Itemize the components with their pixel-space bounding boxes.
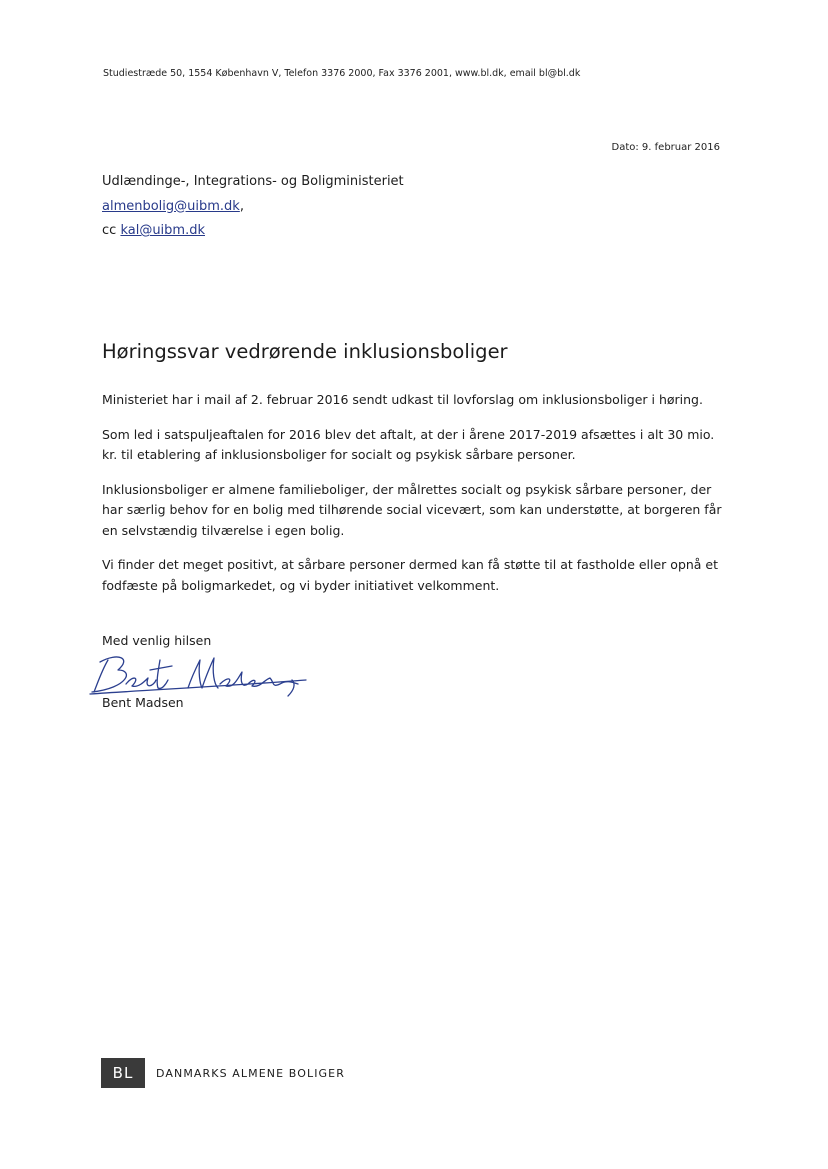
body-paragraph: Som led i satspuljeaftalen for 2016 blev det aftalt, at der i årene 2017-2019 afsættes i alt 30 mio. kr. til etablering af inklusionsboliger for socialt og psykisk sårbare personer. (102, 426, 715, 462)
letterhead-address: Studiestræde 50, 1554 København V, Telefon 3376 2000, Fax 3376 2001, www.bl.dk, email bl@bl.dk (103, 68, 581, 79)
letter-date: Dato: 9. februar 2016 (611, 142, 720, 153)
bl-logo: BL (101, 1058, 145, 1088)
body-paragraph: Vi finder det meget positivt, at sårbare personer dermed kan få støtte til at fastholde eller opnå et fodfæste på boligmarkedet, og vi byder initiativet velkomment. (102, 557, 719, 593)
recipient-name: Udlændinge-, Integrations- og Boligministeriet (102, 174, 404, 189)
handwritten-signature (88, 650, 318, 698)
recipient-email-line (102, 195, 404, 220)
signer-name: Bent Madsen (102, 695, 184, 710)
recipient-block (102, 170, 404, 244)
recipient-email-suffix: , (239, 198, 244, 214)
recipient-email-link[interactable]: almenbolig@uibm.dk (102, 198, 240, 214)
body-paragraph: Inklusionsboliger er almene familieboliger, der målrettes socialt og psykisk sårbare personer, der har særlig behov for en bolig med tilhørende social vicevært, som kan understøtte, at borgeren får en selvstændig tilværelse i egen bolig. (102, 481, 722, 538)
cc-prefix: cc (102, 223, 121, 238)
letter-subject: Høringssvar vedrørende inklusionsboliger (102, 340, 508, 363)
letter-body (102, 390, 722, 610)
closing-salutation: Med venlig hilsen (102, 633, 212, 648)
cc-email-link[interactable]: kal@uibm.dk (120, 223, 205, 238)
organization-name: DANMARKS ALMENE BOLIGER (156, 1067, 345, 1080)
body-paragraph: Ministeriet har i mail af 2. februar 2016 sendt udkast til lovforslag om inklusionsboliger i høring. (102, 392, 703, 407)
recipient-cc-line (102, 219, 404, 244)
